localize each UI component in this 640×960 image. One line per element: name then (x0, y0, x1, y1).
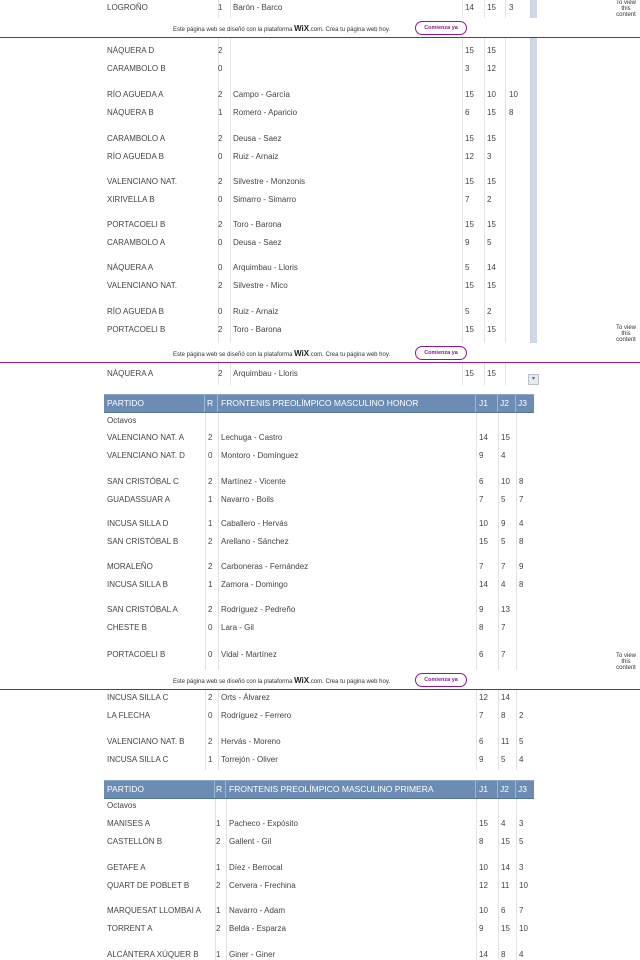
game-2: 2 (487, 307, 492, 316)
team-name: CARAMBOLO A (107, 238, 166, 247)
result: 0 (218, 64, 223, 73)
game-3: 2 (519, 711, 524, 720)
result: 1 (208, 755, 213, 764)
team-name: MORALEÑO (107, 562, 153, 571)
game-2: 9 (501, 519, 506, 528)
comienza-ya-button[interactable]: Comienza ya (415, 21, 467, 35)
game-3: 5 (519, 737, 524, 746)
game-2: 10 (501, 477, 510, 486)
game-2: 15 (501, 433, 510, 442)
wix-ad-bar: Este página web se diseñó con la plataforma WiX.com. Crea tu página web hoy. Comienza ya (0, 670, 640, 690)
game-1: 10 (479, 863, 488, 872)
players: Montoro - Domínguez (221, 451, 299, 460)
game-2: 2 (487, 195, 492, 204)
result: 2 (218, 325, 223, 334)
players: Rodríguez - Ferrero (221, 711, 292, 720)
table-row (104, 602, 534, 618)
game-3: 10 (519, 924, 528, 933)
result: 0 (218, 195, 223, 204)
frame-segment-3 (0, 363, 640, 670)
result: 2 (218, 90, 223, 99)
game-2: 15 (487, 281, 496, 290)
players: Arquimbau - Lloris (233, 263, 298, 272)
result: 0 (218, 307, 223, 316)
game-2: 5 (501, 755, 506, 764)
table-row (104, 816, 534, 832)
game-3: 10 (509, 90, 518, 99)
table-row (104, 149, 534, 165)
players: Gallent - Gil (229, 837, 272, 846)
header-j2: J2 (500, 398, 509, 408)
team-name: CHESTE B (107, 623, 148, 632)
game-1: 15 (465, 281, 474, 290)
team-name: GUADASSUAR A (107, 495, 171, 504)
result: 1 (208, 519, 213, 528)
team-name: MARQUESAT LLOMBAI A (107, 906, 201, 915)
team-name: GETAFE A (107, 863, 146, 872)
game-1: 12 (479, 693, 488, 702)
header-j3: J3 (518, 398, 527, 408)
game-3: 8 (509, 108, 514, 117)
game-1: 3 (465, 64, 470, 73)
players: Giner - Giner (229, 950, 276, 959)
game-3: 3 (519, 863, 524, 872)
result: 0 (218, 152, 223, 161)
team-name: NÁQUERA B (107, 108, 154, 117)
table-row (104, 752, 534, 768)
team-name: VALENCIANO NAT. A (107, 433, 185, 442)
game-1: 15 (465, 46, 474, 55)
result: 1 (218, 3, 223, 12)
table-row (104, 921, 534, 937)
result: 2 (208, 477, 213, 486)
result: 1 (208, 580, 213, 589)
team-name: CARAMBOLO B (107, 64, 166, 73)
game-1: 9 (479, 924, 484, 933)
players: Deusa - Saez (233, 134, 282, 143)
team-name: INCUSA SILLA C (107, 693, 169, 702)
game-3: 4 (519, 950, 524, 959)
players: Silvestre - Monzonis (233, 177, 306, 186)
team-name: LOGROÑO (107, 3, 148, 12)
game-2: 4 (501, 580, 506, 589)
game-3: 4 (519, 519, 524, 528)
players: Ruiz - Arnaiz (233, 307, 279, 316)
game-2: 14 (501, 693, 510, 702)
team-name: NÁQUERA A (107, 263, 154, 272)
team-name: INCUSA SILLA C (107, 755, 169, 764)
game-1: 5 (465, 263, 470, 272)
table-row (104, 43, 534, 59)
game-2: 15 (487, 177, 496, 186)
scrollbar[interactable] (530, 38, 537, 343)
team-name: RÍO AGUEDA B (107, 152, 164, 161)
table-row (104, 620, 534, 636)
team-name: VALENCIANO NAT. D (107, 451, 185, 460)
result: 2 (218, 220, 223, 229)
game-1: 12 (465, 152, 474, 161)
table-header (104, 780, 534, 799)
game-2: 7 (501, 562, 506, 571)
table-row (104, 947, 534, 960)
header-title: FRONTENIS PREOLÍMPICO MASCULINO HONOR (221, 398, 419, 408)
game-1: 7 (479, 711, 484, 720)
header-partido: PARTIDO (107, 398, 144, 408)
game-2: 7 (501, 650, 506, 659)
game-1: 9 (479, 755, 484, 764)
game-2: 5 (501, 537, 506, 546)
team-name: MANISES A (107, 819, 151, 828)
team-name: PORTACOELI B (107, 220, 166, 229)
table-row (104, 708, 534, 724)
game-2: 3 (487, 152, 492, 161)
game-3: 8 (519, 537, 524, 546)
players: Toro - Barona (233, 325, 282, 334)
game-3: 4 (519, 755, 524, 764)
game-3: 7 (519, 906, 524, 915)
game-2: 10 (487, 90, 496, 99)
honor-table (104, 394, 534, 670)
result: 1 (208, 495, 213, 504)
game-1: 15 (465, 90, 474, 99)
players: Carboneras - Fernández (221, 562, 309, 571)
game-2: 5 (487, 238, 492, 247)
team-name: NÁQUERA D (107, 46, 155, 55)
players: Caballero - Hervás (221, 519, 288, 528)
frame-segment-1 (0, 0, 640, 18)
team-name: LA FLECHA (107, 711, 151, 720)
plugin-notice: To view this content (615, 0, 636, 18)
table-row (104, 0, 534, 16)
comienza-ya-button[interactable]: Comienza ya (415, 673, 467, 687)
game-2: 15 (487, 369, 496, 378)
game-1: 8 (479, 837, 484, 846)
game-1: 14 (465, 3, 474, 12)
game-2: 15 (487, 46, 496, 55)
frame-segment-2 (0, 38, 640, 343)
game-2: 15 (501, 924, 510, 933)
players: Zamora - Domingo (221, 580, 288, 589)
game-1: 15 (479, 537, 488, 546)
players: Hervás - Moreno (221, 737, 281, 746)
game-2: 4 (501, 819, 506, 828)
plugin-notice: To view this content (615, 325, 636, 343)
table-row (104, 474, 534, 490)
players: Navarro - Adam (229, 906, 286, 915)
result: 1 (216, 950, 221, 959)
game-1: 14 (479, 433, 488, 442)
players: Romero - Aparicio (233, 108, 298, 117)
table-row (104, 647, 534, 663)
game-2: 15 (487, 108, 496, 117)
result: 2 (208, 737, 213, 746)
players: Arellano - Sánchez (221, 537, 289, 546)
players: Rodríguez - Pedreño (221, 605, 296, 614)
comienza-ya-button[interactable]: Comienza ya (415, 346, 467, 360)
players: Cervera - Frechina (229, 881, 296, 890)
result: 1 (216, 863, 221, 872)
game-1: 15 (465, 177, 474, 186)
result: 2 (208, 433, 213, 442)
game-1: 15 (465, 220, 474, 229)
result: 2 (216, 924, 221, 933)
game-3: 5 (519, 837, 524, 846)
team-name: ALCÁNTERA XÚQUER B (107, 950, 199, 959)
team-name: INCUSA SILLA D (107, 519, 169, 528)
game-1: 7 (479, 495, 484, 504)
header-j1: J1 (479, 398, 488, 408)
team-name: QUART DE POBLET B (107, 881, 190, 890)
team-name: INCUSA SILLA B (107, 580, 168, 589)
game-1: 15 (465, 325, 474, 334)
honor-table-cont (104, 690, 534, 770)
result: 2 (218, 369, 223, 378)
game-1: 6 (465, 108, 470, 117)
game-1: 14 (479, 950, 488, 959)
results-table (104, 363, 534, 385)
team-name: VALENCIANO NAT. (107, 177, 177, 186)
game-1: 6 (479, 477, 484, 486)
players: Ruiz - Arnaiz (233, 152, 279, 161)
players: Campo - García (233, 90, 290, 99)
result: 0 (218, 238, 223, 247)
result: 2 (216, 881, 221, 890)
primera-table (104, 780, 534, 960)
game-1: 10 (479, 519, 488, 528)
game-2: 12 (487, 64, 496, 73)
header-j3: J3 (518, 784, 527, 794)
result: 1 (218, 108, 223, 117)
team-name: CARAMBOLO A (107, 134, 166, 143)
result: 2 (218, 177, 223, 186)
result: 0 (208, 623, 213, 632)
frame-segment-4 (0, 690, 640, 960)
players: Simarro - Simarro (233, 195, 297, 204)
players: Silvestre - Mico (233, 281, 288, 290)
players: Díez - Berrocal (229, 863, 283, 872)
team-name: SAN CRISTÓBAL B (107, 537, 179, 546)
result: 0 (218, 263, 223, 272)
players: Orts - Álvarez (221, 693, 270, 702)
results-table (104, 0, 534, 18)
game-2: 5 (501, 495, 506, 504)
table-row (104, 217, 534, 233)
game-2: 8 (501, 950, 506, 959)
players: Toro - Barona (233, 220, 282, 229)
players: Torrejón - Oliver (221, 755, 278, 764)
table-row (104, 304, 534, 320)
game-1: 15 (479, 819, 488, 828)
header-title: FRONTENIS PREOLÍMPICO MASCULINO PRIMERA (229, 784, 434, 794)
result: 2 (208, 537, 213, 546)
game-2: 8 (501, 711, 506, 720)
team-name: SAN CRISTÓBAL C (107, 477, 179, 486)
table-row (104, 690, 534, 706)
game-2: 15 (487, 134, 496, 143)
game-2: 15 (487, 3, 496, 12)
players: Arquimbau - Lloris (233, 369, 298, 378)
table-row (104, 534, 534, 550)
game-2: 14 (487, 263, 496, 272)
game-2: 15 (501, 837, 510, 846)
game-2: 14 (501, 863, 510, 872)
table-row (104, 577, 534, 593)
table-row (104, 860, 534, 876)
header-j2: J2 (500, 784, 509, 794)
table-row (104, 366, 534, 382)
table-row (104, 260, 534, 276)
table-row (104, 559, 534, 575)
team-name: PORTACOELI B (107, 650, 166, 659)
result: 2 (218, 281, 223, 290)
players: Barón - Barco (233, 3, 283, 12)
header-r: R (207, 398, 214, 408)
players: Belda - Esparza (229, 924, 286, 933)
team-name: SAN CRISTÓBAL A (107, 605, 178, 614)
header-partido: PARTIDO (107, 784, 144, 794)
game-2: 4 (501, 451, 506, 460)
game-1: 15 (465, 134, 474, 143)
game-2: 11 (501, 737, 510, 746)
game-1: 15 (465, 369, 474, 378)
game-3: 3 (519, 819, 524, 828)
round-label: Octavos (107, 801, 137, 810)
team-name: CASTELLÓN B (107, 837, 163, 846)
table-row (104, 322, 534, 338)
table-row (104, 105, 534, 121)
game-1: 7 (479, 562, 484, 571)
game-2: 15 (487, 220, 496, 229)
result: 0 (208, 650, 213, 659)
table-row (104, 131, 534, 147)
scroll-down-arrow-icon[interactable]: ▾ (528, 374, 539, 385)
table-row (104, 174, 534, 190)
game-1: 14 (479, 580, 488, 589)
table-row (104, 448, 534, 464)
game-1: 9 (479, 451, 484, 460)
game-2: 6 (501, 906, 506, 915)
game-1: 5 (465, 307, 470, 316)
game-3: 10 (519, 881, 528, 890)
team-name: RÍO AGUEDA A (107, 90, 164, 99)
game-2: 13 (501, 605, 510, 614)
players: Lara - Gil (221, 623, 254, 632)
game-1: 7 (465, 195, 470, 204)
game-1: 6 (479, 737, 484, 746)
team-name: VALENCIANO NAT. (107, 281, 177, 290)
team-name: XIRIVELLA B (107, 195, 155, 204)
scrollbar[interactable] (530, 0, 537, 18)
header-j1: J1 (479, 784, 488, 794)
game-3: 9 (519, 562, 524, 571)
game-1: 8 (479, 623, 484, 632)
team-name: TORRENT A (107, 924, 153, 933)
team-name: NÁQUERA A (107, 369, 154, 378)
game-3: 3 (509, 3, 514, 12)
wix-logo: WiX (294, 349, 310, 358)
players: Vidal - Martínez (221, 650, 277, 659)
table-row (104, 734, 534, 750)
result: 2 (218, 46, 223, 55)
game-2: 11 (501, 881, 510, 890)
result: 2 (208, 562, 213, 571)
game-3: 8 (519, 580, 524, 589)
plugin-notice: To view this content (615, 653, 636, 670)
table-row (104, 235, 534, 251)
wix-ad-bar: Este página web se diseñó con la plataforma WiX.com. Crea tu página web hoy. Comienza ya (0, 18, 640, 38)
wix-logo: WiX (294, 676, 310, 685)
players: Lechuga - Castro (221, 433, 283, 442)
table-row (104, 278, 534, 294)
table-row (104, 192, 534, 208)
table-row (104, 492, 534, 508)
table-header (104, 394, 534, 413)
players: Deusa - Saez (233, 238, 282, 247)
game-3: 7 (519, 495, 524, 504)
results-table (104, 38, 534, 343)
round-label: Octavos (107, 416, 137, 425)
game-1: 9 (465, 238, 470, 247)
game-2: 7 (501, 623, 506, 632)
table-row (104, 61, 534, 77)
table-row (104, 878, 534, 894)
result: 2 (218, 134, 223, 143)
table-row (104, 903, 534, 919)
game-2: 15 (487, 325, 496, 334)
team-name: VALENCIANO NAT. B (107, 737, 185, 746)
game-1: 9 (479, 605, 484, 614)
game-3: 8 (519, 477, 524, 486)
result: 1 (216, 819, 221, 828)
game-1: 12 (479, 881, 488, 890)
table-row (104, 87, 534, 103)
team-name: RÍO AGUEDA B (107, 307, 164, 316)
wix-ad-bar: Este página web se diseñó con la plataforma WiX.com. Crea tu página web hoy. Comienza ya (0, 343, 640, 363)
team-name: PORTACOELI B (107, 325, 166, 334)
header-r: R (216, 784, 223, 794)
players: Martínez - Vicente (221, 477, 286, 486)
wix-logo: WiX (294, 24, 310, 33)
result: 2 (208, 605, 213, 614)
result: 2 (208, 693, 213, 702)
table-row (104, 516, 534, 532)
result: 1 (216, 906, 221, 915)
result: 2 (216, 837, 221, 846)
table-row (104, 430, 534, 446)
table-row (104, 834, 534, 850)
game-1: 6 (479, 650, 484, 659)
result: 0 (208, 451, 213, 460)
game-1: 10 (479, 906, 488, 915)
result: 0 (208, 711, 213, 720)
players: Navarro - Boils (221, 495, 274, 504)
players: Pacheco - Expósito (229, 819, 298, 828)
